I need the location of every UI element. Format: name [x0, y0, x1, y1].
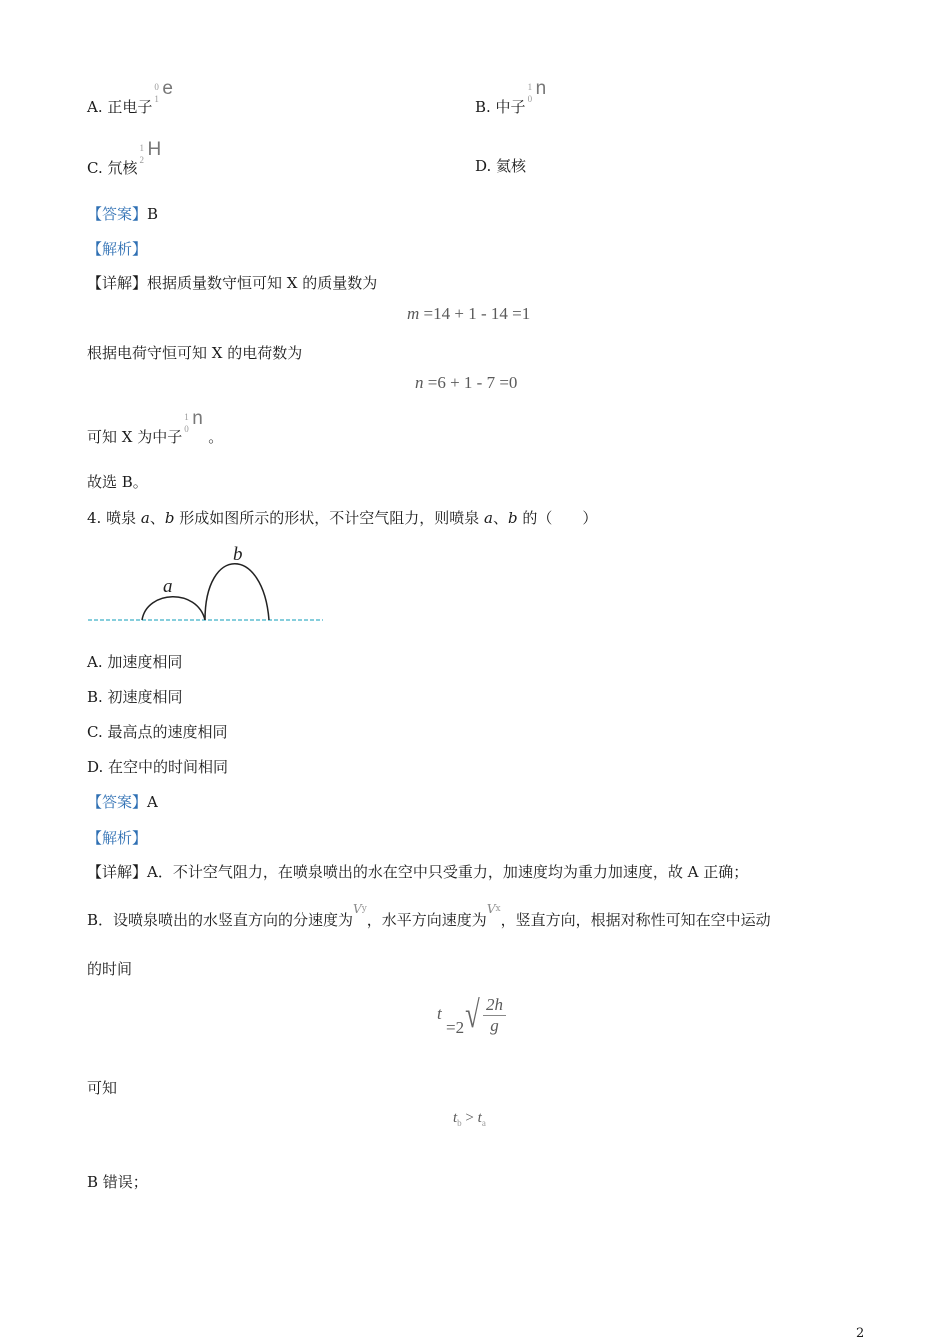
fountain-label-b: b	[233, 544, 243, 565]
answer-value: A	[147, 793, 158, 811]
option-a	[87, 78, 178, 117]
detail-tag: 【详解】	[87, 274, 148, 292]
detail-2-b-cont: 的时间	[87, 960, 133, 978]
page-number: 2	[856, 1326, 865, 1341]
q4-option-d: D. 在空中的时间相同	[87, 758, 229, 776]
fountain-a-arc	[142, 597, 205, 620]
equation-mass: m =14 + 1 - 14 =1	[407, 304, 531, 323]
time-compare: $t_b > t_a$	[453, 1110, 486, 1128]
question-4-stem: 4. 喷泉 a、b 形成如图所示的形状，不计空气阻力，则喷泉 a、b 的（ ）	[87, 509, 598, 527]
option-b	[475, 78, 552, 117]
q4-option-a: A. 加速度相同	[87, 653, 183, 671]
answer-1	[87, 203, 158, 224]
option-b-label: B. 中子	[475, 98, 526, 116]
option-d	[475, 155, 526, 176]
detail-1-line3: 可知 X 为中子 1 0 n 。	[87, 408, 224, 446]
analysis-tag: 【解析】	[87, 829, 148, 847]
fountain-label-a: a	[163, 576, 173, 597]
neutron-symbol: 1 0 n	[184, 408, 203, 434]
fountain-b-arc	[205, 564, 269, 620]
analysis-tag: 【解析】	[87, 240, 148, 258]
b-wrong: B 错误；	[87, 1173, 148, 1191]
positron-symbol: 0 1 e	[154, 78, 173, 104]
equation-charge: n =6 + 1 - 7 =0	[415, 373, 518, 392]
detail-2-a: 【详解】A．不计空气阻力，在喷泉喷出的水在空中只受重力，加速度均为重力加速度，故 A 正确；	[87, 863, 749, 881]
conclusion-kz: 可知	[87, 1079, 118, 1097]
equation-time: t =2√ $\frac{2h}{g}$	[437, 993, 506, 1037]
option-c	[87, 139, 163, 178]
detail-1-line2: 根据电荷守恒可知 X 的电荷数为	[87, 344, 303, 362]
detail-1-line4: 故选 B。	[87, 473, 148, 491]
answer-2	[87, 791, 158, 812]
option-c-label: C. 氘核	[87, 159, 138, 177]
detail-2-b: B．设喷泉喷出的水竖直方向的分速度为$^{Vy}$，水平方向速度为$^{Vx}$，竖直方向，根据对称性可知在空中运动	[87, 902, 771, 929]
answer-tag: 【答案】	[87, 205, 148, 223]
q4-option-b: B. 初速度相同	[87, 688, 183, 706]
detail-tag: 【详解】	[87, 863, 148, 881]
answer-tag: 【答案】	[87, 793, 148, 811]
answer-value: B	[147, 205, 159, 223]
fountain-figure	[85, 540, 330, 630]
deuteron-symbol: 1 2 H	[139, 139, 162, 165]
option-a-label: A. 正电子	[87, 98, 153, 116]
detail-1-line1: 【详解】根据质量数守恒可知 X 的质量数为	[87, 274, 378, 292]
neutron-symbol: 1 0 n	[527, 78, 547, 104]
option-d-label: D. 氦核	[475, 157, 527, 175]
q4-option-c: C. 最高点的速度相同	[87, 723, 228, 741]
